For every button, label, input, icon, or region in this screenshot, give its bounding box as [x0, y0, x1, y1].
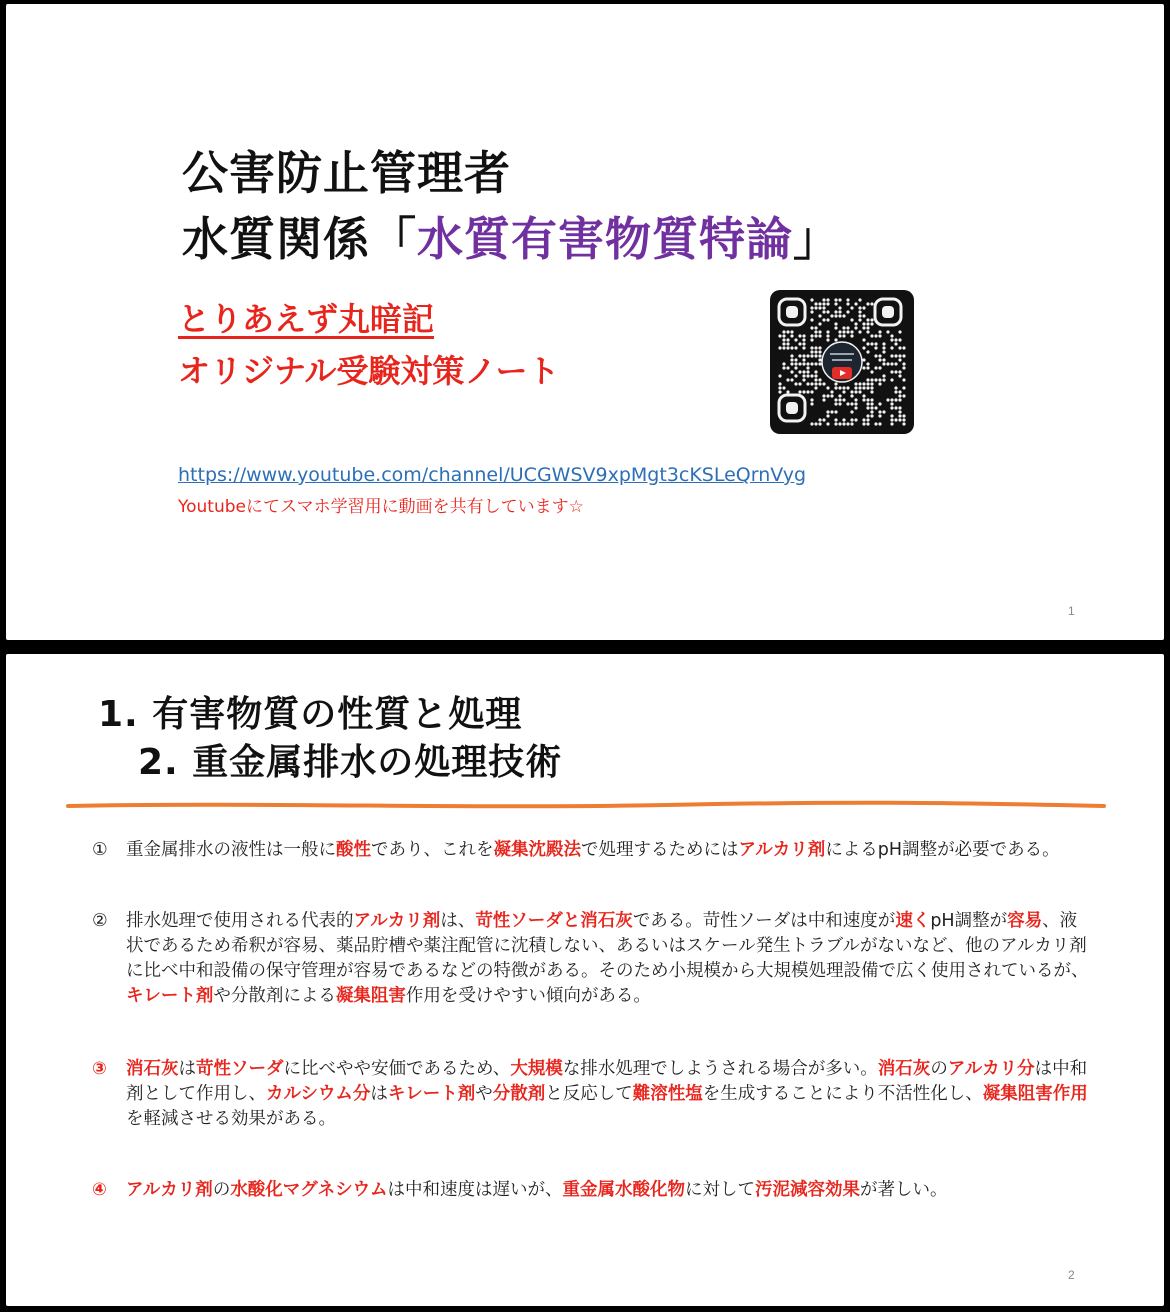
qr-code-icon[interactable]	[770, 290, 914, 434]
text-segment: pH調整が	[930, 911, 1008, 931]
youtube-channel-link[interactable]: https://www.youtube.com/channel/UCGWSV9xpMgt3cKSLeQrnVyg	[178, 464, 807, 486]
text-segment: に比べやや安価であるため、	[283, 1059, 511, 1079]
text-segment: や分散剤による	[213, 986, 336, 1006]
text-segment: を軽減させる効果がある。	[126, 1109, 336, 1129]
text-segment: 、液状であるため希釈が容易、薬品貯槽や薬注配管に沈積しない、あるいはスケール発生トラブルがないなど、他のアルカリ剤に比べ中和設備の保守管理が容易であるなどの特徴がある。そのため小規模から大規模処理設備で広く使用されているが、	[126, 911, 1089, 981]
highlight-term: アルカリ剤	[353, 911, 441, 931]
slide-1	[6, 4, 1164, 640]
highlight-term: 分散剤	[492, 1084, 546, 1104]
highlight-term: キレート剤	[126, 986, 214, 1006]
highlight-term: 大規模	[510, 1059, 563, 1079]
orange-divider	[66, 800, 1106, 812]
text-segment: と反応して	[545, 1084, 633, 1104]
item-text	[126, 909, 1092, 1009]
title-line-1: 公害防止管理者	[182, 146, 511, 200]
highlight-term: 容易	[1007, 911, 1043, 931]
text-segment: は	[178, 1059, 196, 1079]
text-segment: の	[930, 1059, 948, 1079]
text-segment: は中和剤として作用し、	[126, 1059, 1088, 1104]
share-note: Youtubeにてスマホ学習用に動画を共有しています☆	[178, 497, 584, 517]
text-segment: 重金属排水の液性は一般に	[126, 840, 336, 860]
highlight-term: 汚泥減容効果	[754, 1180, 860, 1200]
highlight-term: 重金属水酸化物	[562, 1180, 685, 1200]
highlight-term: カルシウム分	[266, 1084, 371, 1104]
item-text	[126, 838, 1092, 863]
subtitle-original-notes: オリジナル受験対策ノート	[178, 352, 560, 390]
title-line-2	[182, 206, 840, 272]
text-segment: であり、これを	[371, 840, 494, 860]
highlight-term: 難溶性塩	[632, 1084, 703, 1104]
text-segment: は、	[440, 911, 476, 931]
highlight-term: 苛性ソーダと消石灰	[475, 911, 633, 931]
highlight-term: 凝集沈殿法	[493, 840, 581, 860]
highlight-term: 消石灰	[877, 1059, 931, 1079]
title-suffix: 」	[793, 212, 840, 266]
list-item	[92, 1057, 1092, 1132]
subtitle-memorize: とりあえず丸暗記	[178, 300, 435, 338]
text-segment: を生成することにより不活性化し、	[702, 1084, 983, 1104]
highlight-term: アルカリ剤	[738, 840, 826, 860]
list-item	[92, 909, 1092, 1009]
highlight-term: 凝集阻害作用	[982, 1084, 1088, 1104]
text-segment: 排水処理で使用される代表的	[126, 911, 354, 931]
highlight-term: キレート剤	[387, 1084, 476, 1104]
highlight-term: 水酸化マグネシウム	[230, 1180, 388, 1200]
slide-2	[6, 654, 1164, 1306]
list-item	[92, 1178, 1092, 1203]
highlight-term: 酸性	[336, 840, 371, 860]
text-segment: である。苛性ソーダは中和速度が	[632, 911, 896, 931]
item-text	[126, 1057, 1092, 1132]
highlight-term: 速く	[895, 911, 931, 931]
section-heading: 1. 有害物質の性質と処理	[98, 694, 523, 735]
item-number: ③	[92, 1059, 107, 1079]
page-number: 2	[1068, 1268, 1075, 1282]
text-segment: 作用を受けやすい傾向がある。	[405, 986, 651, 1006]
highlight-term: 苛性ソーダ	[196, 1059, 284, 1079]
page-number: 1	[1068, 604, 1075, 618]
highlight-term: アルカリ剤	[126, 1180, 213, 1200]
text-segment: は中和速度は遅いが、	[387, 1180, 563, 1200]
item-number: ②	[92, 911, 108, 931]
highlight-term: 消石灰	[126, 1059, 179, 1079]
title-prefix: 水質関係「	[182, 212, 417, 266]
item-text	[126, 1178, 1092, 1203]
text-segment: が著しい。	[859, 1180, 948, 1200]
list-item	[92, 838, 1092, 863]
title-highlight: 水質有害物質特論	[417, 212, 793, 266]
text-segment: な排水処理でしようされる場合が多い。	[562, 1059, 878, 1079]
item-list	[92, 838, 1092, 1203]
text-segment: に対して	[684, 1180, 755, 1200]
slide-title	[182, 140, 840, 272]
item-number: ④	[92, 1180, 107, 1200]
text-segment: の	[212, 1180, 231, 1200]
text-segment: で処理するためには	[581, 840, 739, 860]
text-segment: や	[475, 1084, 493, 1104]
text-segment: によるpH調整が必要である。	[825, 840, 1060, 860]
item-number: ①	[92, 840, 108, 860]
subsection-heading: 2. 重金属排水の処理技術	[138, 742, 563, 783]
highlight-term: 凝集阻害	[335, 986, 406, 1006]
text-segment: は	[370, 1084, 388, 1104]
highlight-term: アルカリ分	[947, 1059, 1035, 1079]
